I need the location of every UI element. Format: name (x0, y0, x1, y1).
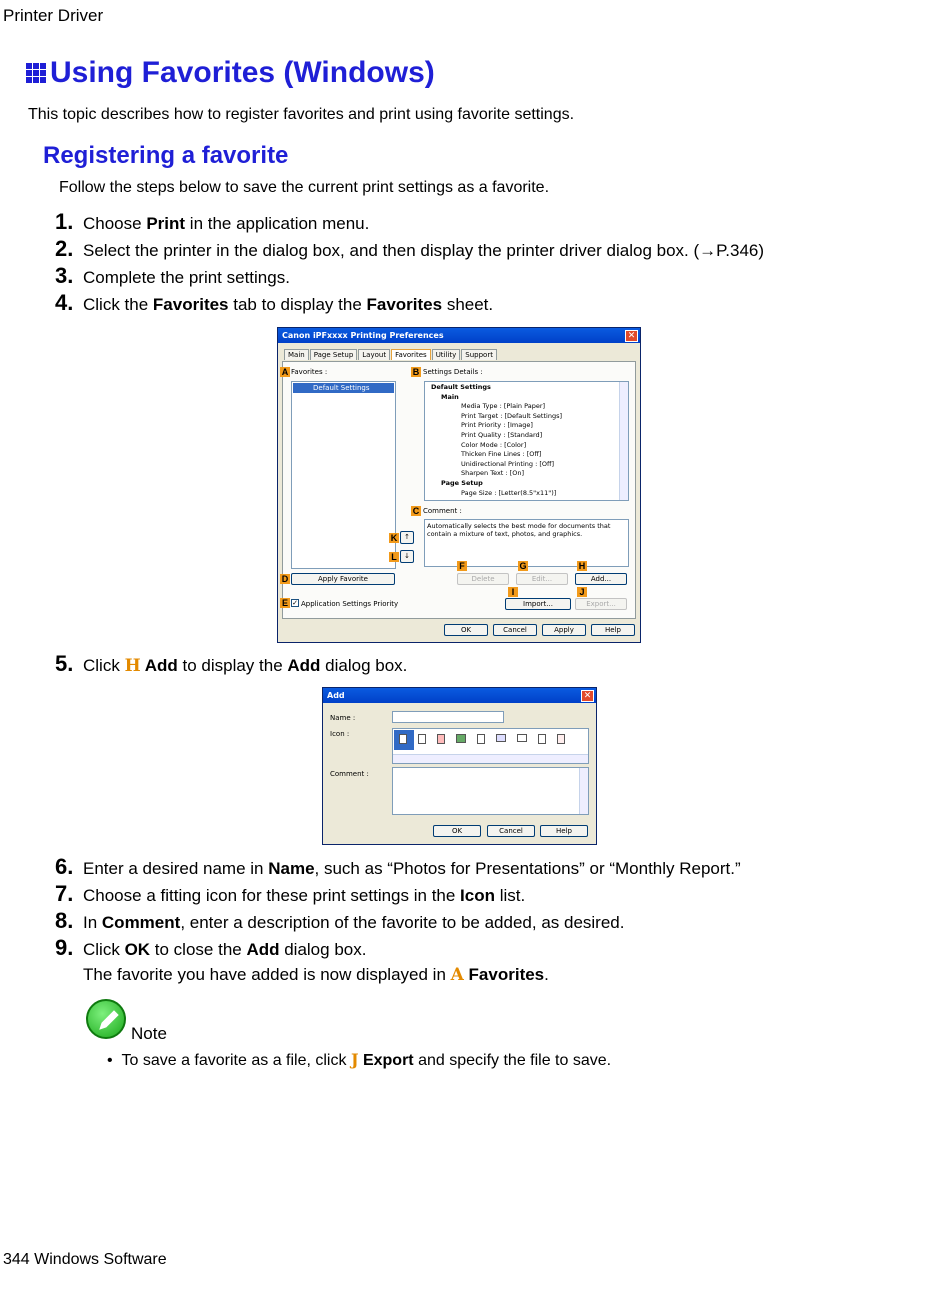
photo-icon[interactable] (456, 734, 466, 743)
comment-textarea[interactable] (392, 767, 589, 815)
name-input[interactable] (392, 711, 504, 723)
add-button[interactable]: Add... (575, 573, 627, 585)
apply-button[interactable]: Apply (542, 624, 586, 636)
marker-l: L (389, 552, 399, 562)
comment-box[interactable]: Automatically selects the best mode for documents that contain a mixture of text, photos, and graphics. (424, 519, 629, 567)
marker-h: H (578, 561, 586, 571)
running-header: Printer Driver (3, 6, 104, 25)
tab-main[interactable]: Main (284, 349, 309, 360)
marker-c: C (412, 506, 420, 516)
document-icon[interactable] (418, 734, 426, 744)
page-title-text: Using Favorites (Windows) (50, 56, 435, 89)
icon-list-scrollbar[interactable] (393, 754, 588, 763)
close-icon[interactable]: ✕ (581, 690, 594, 702)
tree-node: Print Quality : [Standard] (461, 430, 543, 439)
tab-layout[interactable]: Layout (358, 349, 390, 360)
comment-scrollbar[interactable] (579, 768, 588, 814)
tree-node: Default Settings (431, 383, 491, 391)
move-up-button[interactable]: ↑ (400, 531, 414, 544)
delete-button[interactable]: Delete (457, 573, 509, 585)
name-label: Name : (330, 714, 356, 722)
ok-button[interactable]: OK (433, 825, 481, 837)
tree-node: Print Priority : [Image] (461, 421, 533, 430)
note-bullet: • To save a favorite as a file, click J Export and specify the file to save. (107, 1050, 612, 1069)
step-1: 1. Choose Print in the application menu. (55, 209, 370, 234)
tab-utility[interactable]: Utility (432, 349, 461, 360)
step-6: 6. Enter a desired name in Name, such as “Photos for Presentations” or “Monthly Report.” (55, 854, 741, 879)
tree-node: Page Setup (441, 478, 483, 487)
marker-k: K (390, 533, 398, 543)
step-7: 7. Choose a fitting icon for these print settings in the Icon list. (55, 881, 526, 906)
document-icon[interactable] (477, 734, 485, 744)
move-down-button[interactable]: ↓ (400, 550, 414, 563)
tab-page-setup[interactable]: Page Setup (310, 349, 358, 360)
marker-i: I (508, 587, 518, 597)
settings-details-tree[interactable] (424, 381, 629, 501)
step-4: 4. Click the Favorites tab to display the Favorites sheet. (55, 290, 494, 315)
comment-label: Comment : (330, 770, 369, 778)
step-9-result: The favorite you have added is now displayed in A Favorites. (83, 965, 549, 985)
document-icon[interactable] (557, 734, 565, 744)
favorites-item-default[interactable]: Default Settings (293, 383, 394, 393)
step-5: 5. Click H Add to display the Add dialog box. (55, 651, 408, 676)
marker-b: B (412, 367, 420, 377)
apply-favorite-button[interactable]: Apply Favorite (291, 573, 395, 585)
document-icon[interactable] (399, 734, 407, 744)
step-2: 2. Select the printer in the dialog box, and then display the printer driver dialog box. (→P.346) (55, 236, 765, 261)
favorites-list[interactable] (291, 381, 396, 569)
app-settings-priority-checkbox[interactable]: ✓ (292, 599, 298, 607)
tree-node: Unidirectional Printing : [Off] (461, 459, 555, 468)
tab-favorites[interactable]: Favorites (391, 349, 431, 360)
tab-support[interactable]: Support (461, 349, 497, 360)
app-settings-priority-label: Application Settings Priority (301, 600, 399, 608)
marker-a: A (281, 367, 289, 377)
marker-e: E (281, 598, 288, 608)
tree-node: Main (441, 392, 459, 401)
section-intro: Follow the steps below to save the current print settings as a favorite. (59, 179, 550, 196)
icon-label: Icon : (330, 730, 350, 738)
grid-icon (26, 63, 46, 83)
dialog-titlebar: Canon iPFxxxx Printing Preferences ✕ (278, 328, 640, 343)
export-button[interactable]: Export... (575, 598, 627, 610)
comment-label: Comment : (423, 507, 462, 515)
settings-details-label: Settings Details : (423, 368, 483, 376)
help-button[interactable]: Help (591, 624, 635, 636)
favorites-label: Favorites : (291, 368, 328, 376)
tree-node: Thicken Fine Lines : [Off] (461, 450, 542, 459)
tree-node: Color Mode : [Color] (461, 440, 527, 449)
cancel-button[interactable]: Cancel (487, 825, 535, 837)
table-icon[interactable] (496, 734, 506, 742)
tree-node: Page Size : [Letter(8.5"x11")] (461, 488, 557, 497)
step-9: 9. Click OK to close the Add dialog box. (55, 935, 367, 960)
marker-d: D (281, 574, 289, 584)
section-title: Registering a favorite (43, 142, 289, 169)
tree-node: Print Target : [Default Settings] (461, 411, 562, 420)
tree-scrollbar[interactable] (619, 382, 628, 500)
edit-button[interactable]: Edit... (516, 573, 568, 585)
note-pencil-icon (86, 999, 126, 1039)
printing-preferences-dialog (277, 327, 641, 643)
import-button[interactable]: Import... (505, 598, 571, 610)
marker-f: F (457, 561, 467, 571)
text-icon[interactable] (538, 734, 546, 744)
note-title: Note (131, 1024, 167, 1043)
icon-list[interactable] (392, 728, 589, 764)
document-icon[interactable] (437, 734, 445, 744)
marker-j: J (577, 587, 587, 597)
help-button[interactable]: Help (540, 825, 588, 837)
tree-node: Media Type : [Plain Paper] (461, 402, 546, 411)
add-dialog-titlebar: Add ✕ (323, 688, 596, 703)
step-8: 8. In Comment, enter a description of the favorite to be added, as desired. (55, 908, 625, 933)
ok-button[interactable]: OK (444, 624, 488, 636)
chart-icon[interactable] (517, 734, 527, 742)
add-dialog (322, 687, 597, 845)
tree-node: Sharpen Text : [On] (461, 469, 524, 478)
page-footer: 344 Windows Software (3, 1251, 167, 1268)
intro-text: This topic describes how to register favorites and print using favorite settings. (28, 106, 575, 123)
cancel-button[interactable]: Cancel (493, 624, 537, 636)
close-icon[interactable]: ✕ (625, 330, 638, 342)
step-3: 3. Complete the print settings. (55, 263, 290, 288)
page-title (26, 56, 435, 90)
marker-g: G (519, 561, 527, 571)
dialog-tabs (284, 349, 497, 360)
